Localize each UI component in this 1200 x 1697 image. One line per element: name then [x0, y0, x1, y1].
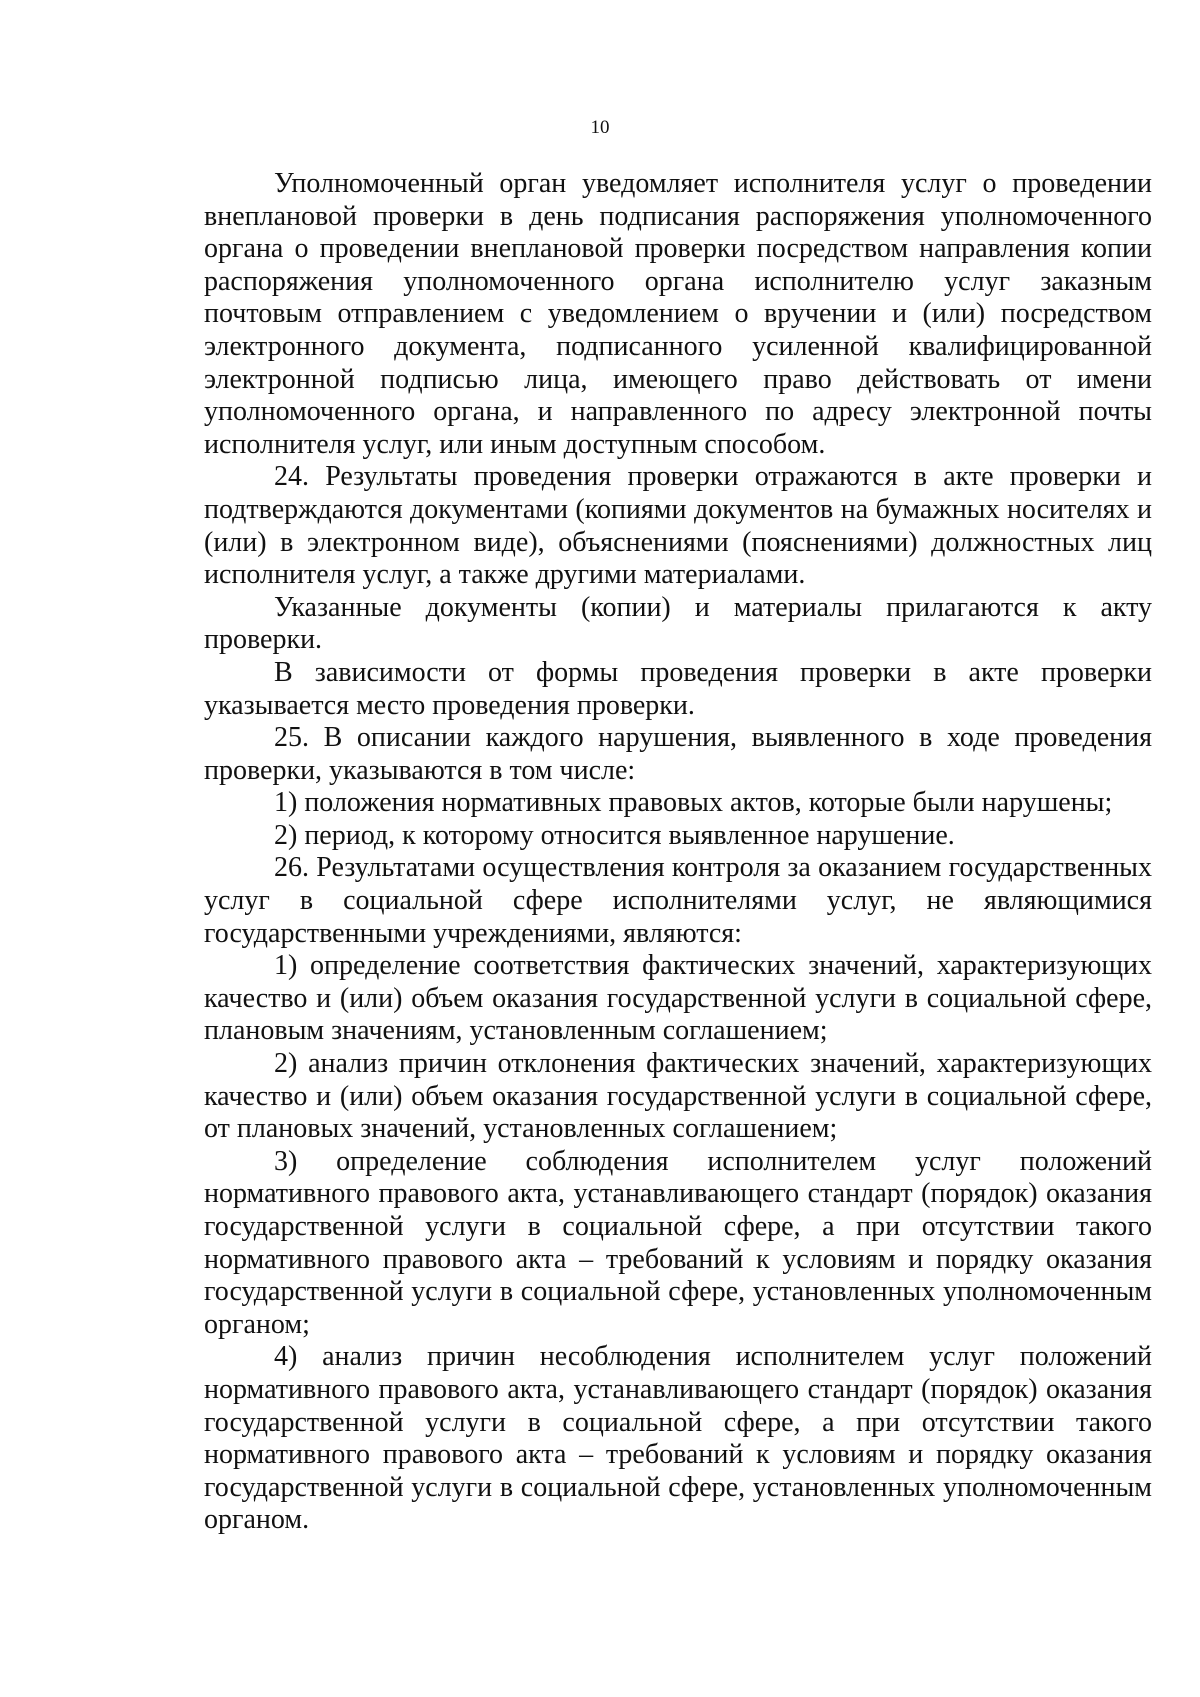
document-body [204, 168, 1152, 1537]
paragraph-notification: Уполномоченный орган уведомляет исполнителя услуг о проведении внеплановой проверки в день подписания распоряжения уполномоченного органа о проведении внеплановой проверки посредством направления копии распоряжения уполномоченного органа исполнителю услуг заказным почтовым отправлением с уведомлением о вручении и (или) посредством электронного документа, подписанного усиленной квалифицированной электронной подписью лица, имеющего право действовать от имени уполномоченного органа, и направленного по адресу электронной почты исполнителя услуг, или иным доступным способом. [204, 168, 1152, 460]
list-item-25-2: 2) период, к которому относится выявленное нарушение. [274, 819, 955, 851]
list-item-26-3: 3) определение соблюдения исполнителем услуг положений нормативного правового акта, устанавливающего стандарт (порядок) оказания государственной услуги в социальной сфере, а при отсутствии такого нормативного правового акта – требований к условиям и порядку оказания государственной услуги в социальной сфере, установленных уполномоченным органом; [204, 1145, 1152, 1340]
paragraph-documents-attached: Указанные документы (копии) и материалы прилагаются к акту проверки. [204, 591, 1152, 656]
paragraph-26: 26. Результатами осуществления контроля за оказанием государственных услуг в социальной сфере исполнителями услуг, не являющимися государственными учреждениями, являются: [204, 852, 1152, 949]
paragraph-24: 24. Результаты проведения проверки отражаются в акте проверки и подтверждаются документами (копиями документов на бумажных носителях и (или) в электронном виде), объяснениями (пояснениями) должностных лиц исполнителя услуг, а также другими материалами. [204, 461, 1152, 591]
paragraph-25: 25. В описании каждого нарушения, выявленного в ходе проведения проверки, указываются в том числе: [204, 722, 1152, 786]
list-item-26-2: 2) анализ причин отклонения фактических значений, характеризующих качество и (или) объем оказания государственной услуги в социальной сфере, от плановых значений, установленных соглашением; [204, 1048, 1152, 1145]
list-item-26-1: 1) определение соответствия фактических значений, характеризующих качество и (или) объем оказания государственной услуги в социальной сфере, плановым значениям, установленным соглашением; [204, 950, 1152, 1047]
page-number: 10 [590, 117, 610, 138]
list-item-25-1: 1) положения нормативных правовых актов, которые были нарушены; [274, 787, 1113, 819]
list-item-26-4: 4) анализ причин несоблюдения исполнителем услуг положений нормативного правового акта, устанавливающего стандарт (порядок) оказания государственной услуги в социальной сфере, а при отсутствии такого нормативного правового акта – требований к условиям и порядку оказания государственной услуги в социальной сфере, установленных уполномоченным органом. [204, 1341, 1152, 1536]
paragraph-inspection-place: В зависимости от формы проведения проверки в акте проверки указывается место проведения проверки. [204, 656, 1152, 721]
